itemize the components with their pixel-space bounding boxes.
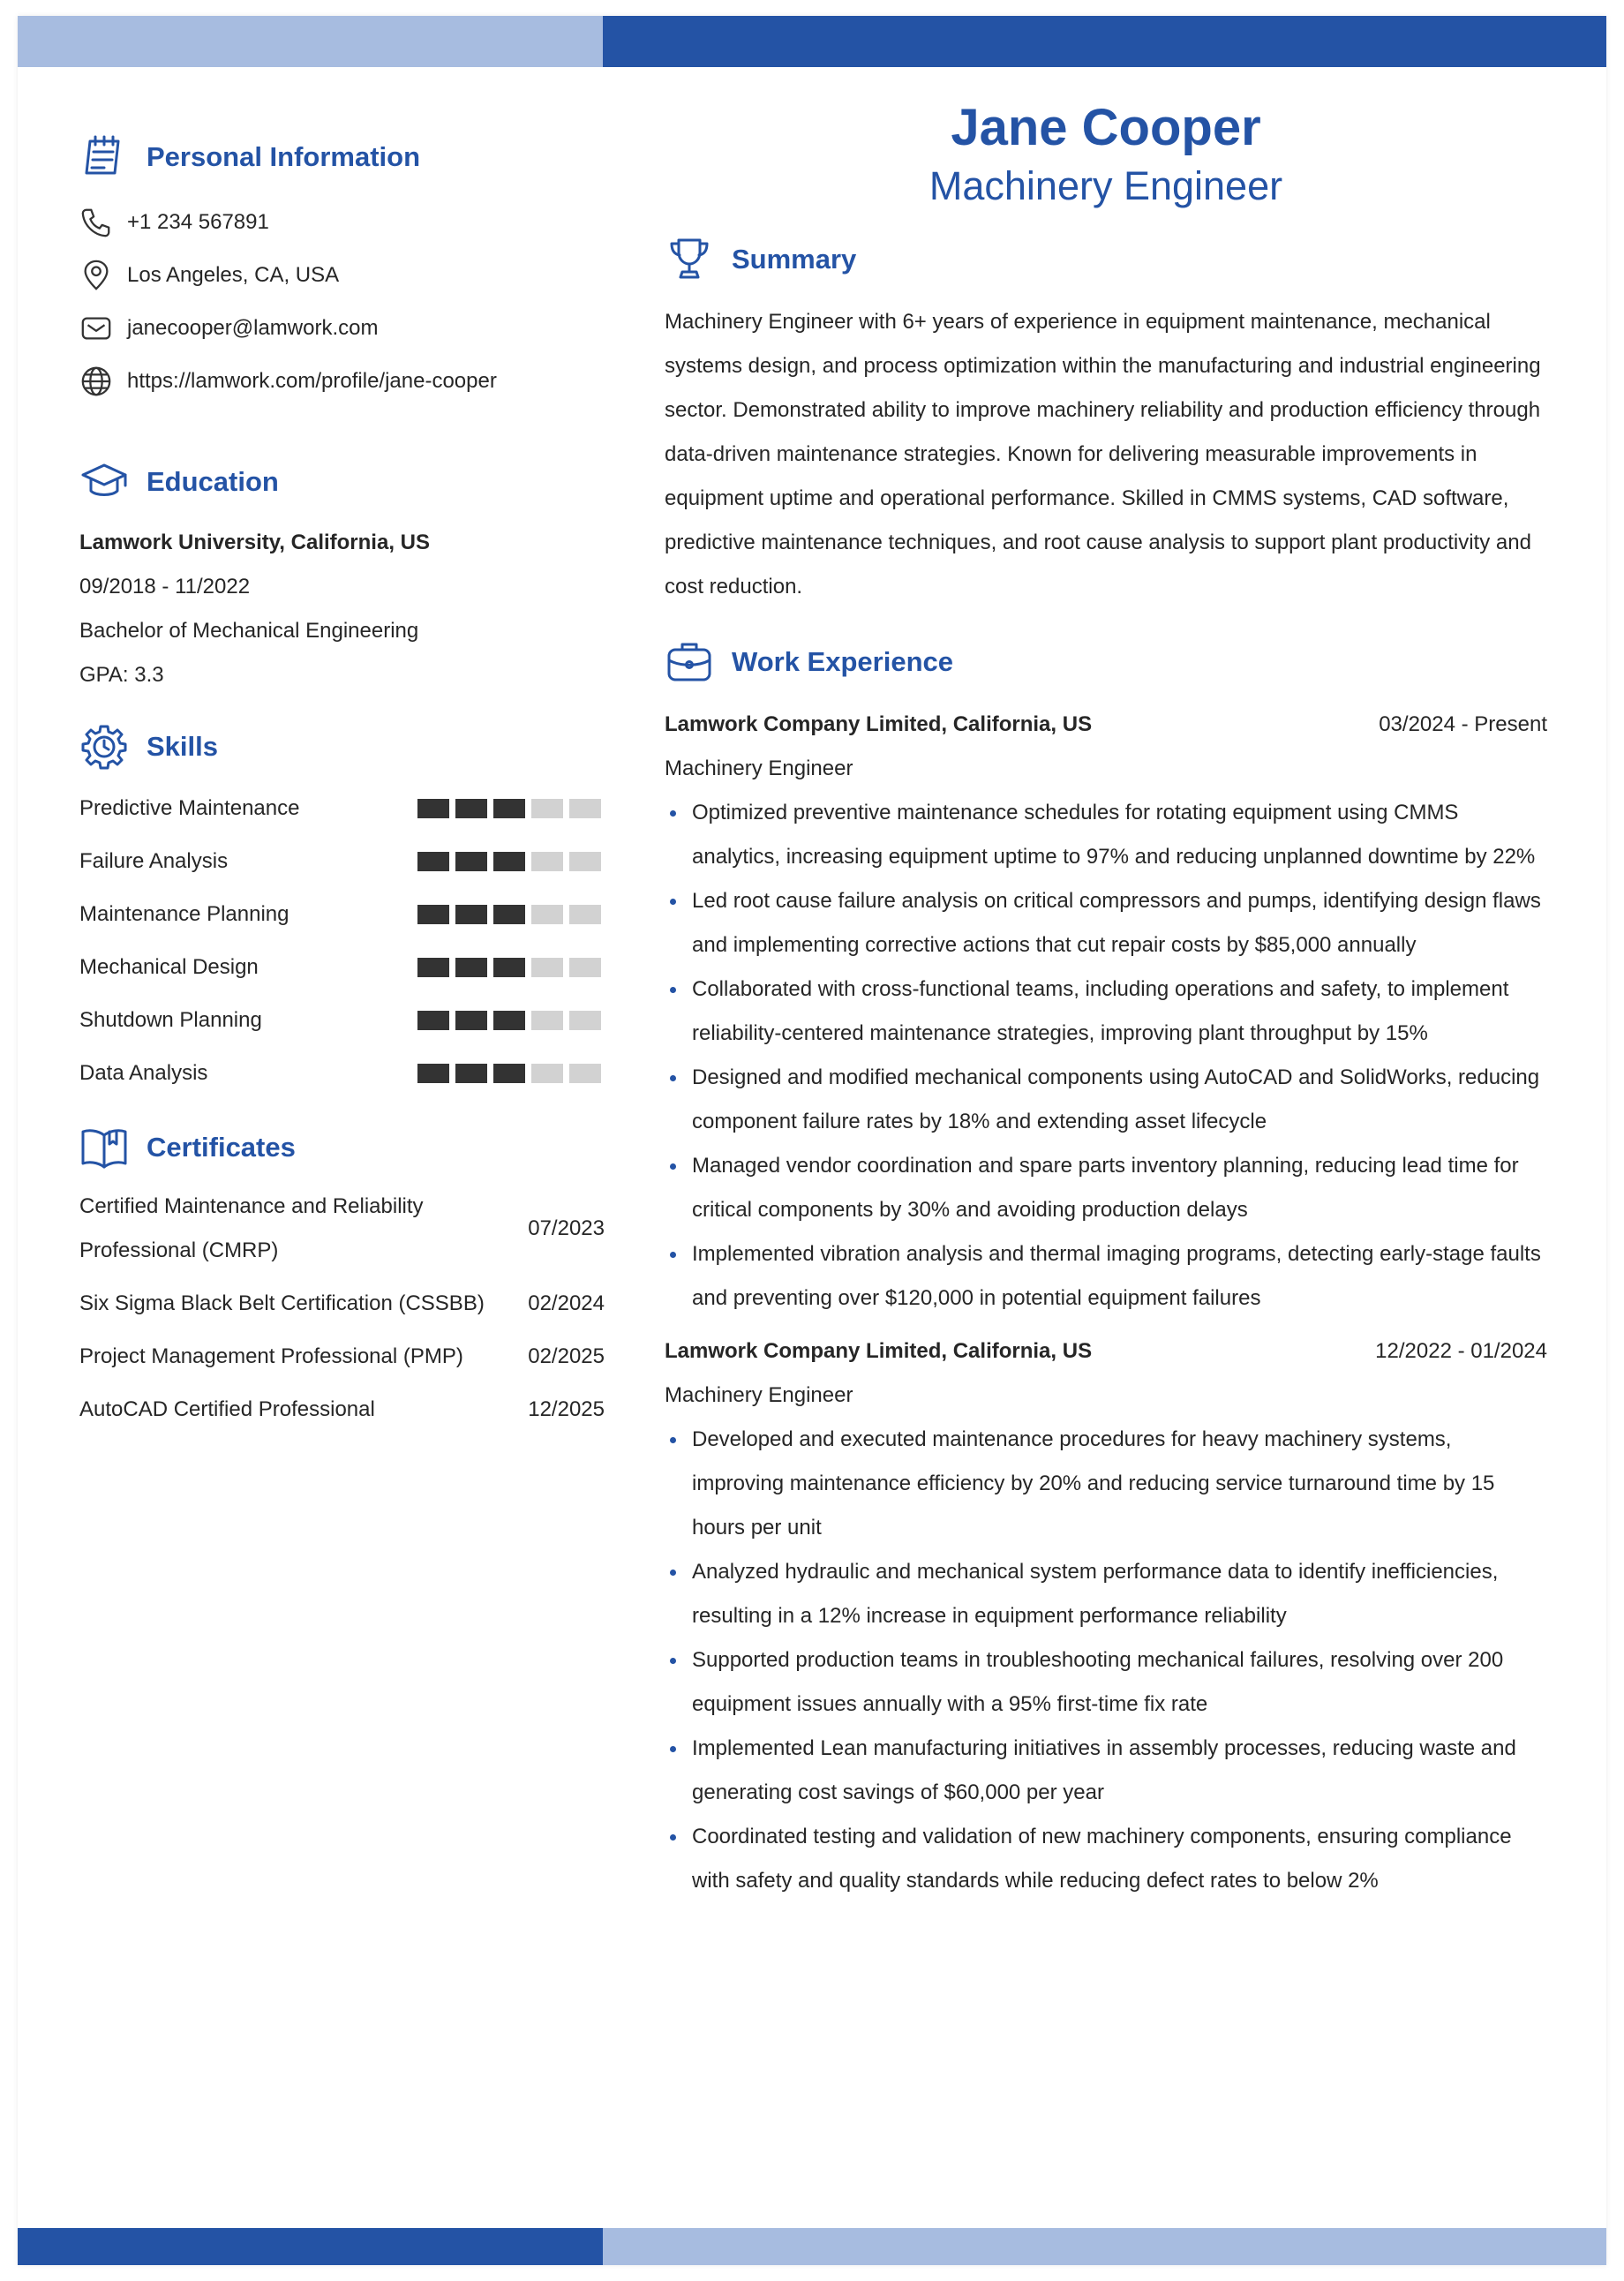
skill-level-filled [455,1011,487,1030]
location-text: Los Angeles, CA, USA [127,263,340,287]
education-header [79,455,605,508]
open-book-icon [79,1123,129,1172]
certificate-row [79,1335,605,1379]
skill-level-filled [455,799,487,818]
certificate-date: 07/2023 [528,1216,605,1240]
top-bar-dark [603,16,1606,67]
skill-level-empty [569,958,601,977]
skill-name: Failure Analysis [79,849,229,873]
skill-level-filled [455,852,487,871]
skill-level-empty [569,799,601,818]
achievement-item: Designed and modified mechanical components using AutoCAD and SolidWorks, reducing component failure rates by 18% and extending asset lifecycle [665,1056,1547,1144]
skill-level-empty [569,905,601,924]
skill-level-filled [417,852,449,871]
certificate-row [79,1282,605,1326]
skill-level-filled [493,852,525,871]
skill-level-meter [417,958,605,977]
skills-title: Skills [147,731,218,762]
job-entry [665,1329,1547,1903]
skill-level-empty [531,799,563,818]
skill-name: Predictive Maintenance [79,796,300,820]
skill-row [79,994,605,1047]
job-dates: 03/2024 - Present [1379,712,1547,736]
skill-level-meter [417,905,605,924]
certificate-name: Certified Maintenance and Reliability Professional (CMRP) [79,1194,424,1262]
skill-level-meter [417,1011,605,1030]
email-row [79,302,605,355]
skill-level-filled [417,1011,449,1030]
globe-icon [79,364,115,399]
bottom-bar-dark [18,2228,603,2265]
skill-level-meter [417,799,605,818]
skill-row [79,888,605,941]
achievement-item: Coordinated testing and validation of new machinery components, ensuring compliance with safety and quality standards while reducing defect rates to below 2% [665,1815,1547,1903]
education-gpa: GPA: 3.3 [79,663,164,687]
skill-level-filled [417,905,449,924]
skill-row [79,835,605,888]
skill-level-empty [531,852,563,871]
website-row [79,355,605,408]
skills-list [79,782,605,1100]
certificate-date: 12/2025 [528,1397,605,1421]
achievement-item: Optimized preventive maintenance schedules for rotating equipment using CMMS analytics, increasing equipment uptime to 97% and reducing unplanned downtime by 22% [665,791,1547,879]
skill-level-filled [493,799,525,818]
skill-name: Shutdown Planning [79,1008,262,1032]
email-text[interactable]: janecooper@lamwork.com [127,316,379,340]
personal-info-header [79,131,605,184]
experience-header [665,636,1547,689]
skill-level-empty [531,958,563,977]
achievement-item: Managed vendor coordination and spare parts inventory planning, reducing lead time for critical components by 30% and avoiding production delays [665,1144,1547,1232]
certificate-date: 02/2025 [528,1344,605,1368]
briefcase-icon [665,637,714,687]
graduation-cap-icon [79,457,129,507]
jobs-list [665,703,1547,1903]
skill-level-filled [417,958,449,977]
achievement-item: Supported production teams in troubleshooting mechanical failures, resolving over 200 equipment issues annually with a 95% first-time fix rate [665,1638,1547,1727]
achievement-item: Implemented vibration analysis and thermal imaging programs, detecting early-stage faults and preventing over $120,000 in potential equipment failures [665,1232,1547,1321]
left-column [79,131,605,1441]
education-title: Education [147,466,279,497]
education-dates: 09/2018 - 11/2022 [79,575,251,598]
skill-level-filled [455,958,487,977]
job-company: Lamwork Company Limited, California, US [665,712,1093,736]
certificates-header [79,1121,605,1174]
top-bar-light [18,16,603,67]
skill-level-filled [455,1064,487,1083]
achievement-item: Led root cause failure analysis on critical compressors and pumps, identifying design flaws and implementing corrective actions that cut repair costs by $85,000 annually [665,879,1547,967]
job-company: Lamwork Company Limited, California, US [665,1339,1093,1363]
skill-level-filled [417,1064,449,1083]
location-row [79,249,605,302]
skill-level-meter [417,852,605,871]
phone-icon [79,205,115,240]
certificate-row [79,1185,605,1273]
candidate-role: Machinery Engineer [929,163,1283,208]
achievement-item: Collaborated with cross-functional teams, including operations and safety, to implement reliability-centered maintenance strategies, improving plant throughput by 15% [665,967,1547,1056]
certificate-date: 02/2024 [528,1291,605,1315]
skill-level-filled [493,905,525,924]
skill-level-meter [417,1064,605,1083]
summary-title: Summary [732,244,857,275]
experience-title: Work Experience [732,646,953,677]
achievement-item: Implemented Lean manufacturing initiatives in assembly processes, reducing waste and generating cost savings of $60,000 per year [665,1727,1547,1815]
skill-row [79,941,605,994]
summary-text: Machinery Engineer with 6+ years of experience in equipment maintenance, mechanical systems design, and process optimization within the manufacturing and industrial engineering sector. Demonstrated ability to improve machinery reliability and production efficiency through data-driven maintenance strategies. Known for delivering measurable improvements in equipment uptime and operational performance. Skilled in CMMS systems, CAD software, predictive maintenance techniques, and root cause analysis to support plant productivity and cost reduction. [665,310,1541,598]
trophy-icon [665,235,714,284]
job-header [665,703,1547,747]
skills-header [79,720,605,773]
skill-level-empty [531,905,563,924]
certificate-name: Project Management Professional (PMP) [79,1344,463,1368]
job-entry [665,703,1547,1321]
calendar-note-icon [79,132,129,182]
certificate-name: AutoCAD Certified Professional [79,1397,375,1421]
skill-level-empty [569,1064,601,1083]
mail-icon [79,311,115,346]
personal-info-title: Personal Information [147,141,421,172]
skill-name: Maintenance Planning [79,902,289,926]
job-achievements [665,1418,1547,1903]
skill-name: Mechanical Design [79,955,259,979]
skill-level-empty [531,1064,563,1083]
gear-clock-icon [79,722,129,772]
skill-row [79,1047,605,1100]
right-column [665,97,1547,1903]
skill-level-filled [493,958,525,977]
bottom-bar-light [603,2228,1606,2265]
skill-level-empty [569,1011,601,1030]
education-degree: Bachelor of Mechanical Engineering [79,619,419,643]
location-pin-icon [79,258,115,293]
skill-row [79,782,605,835]
education-school: Lamwork University, California, US [79,531,430,554]
candidate-name: Jane Cooper [951,99,1261,156]
certificate-name: Six Sigma Black Belt Certification (CSSBB) [79,1291,485,1315]
achievement-item: Analyzed hydraulic and mechanical system performance data to identify inefficiencies, resulting in a 12% increase in equipment performance reliability [665,1550,1547,1638]
job-title: Machinery Engineer [665,1383,853,1407]
phone-text: +1 234 567891 [127,210,269,234]
skill-level-filled [455,905,487,924]
certificates-title: Certificates [147,1132,296,1163]
certificate-row [79,1388,605,1432]
website-link[interactable]: https://lamwork.com/profile/jane-cooper [127,369,497,393]
achievement-item: Developed and executed maintenance procedures for heavy machinery systems, improving maintenance efficiency by 20% and reducing service turnaround time by 15 hours per unit [665,1418,1547,1550]
skill-level-filled [417,799,449,818]
job-title: Machinery Engineer [665,757,853,780]
skill-name: Data Analysis [79,1061,208,1085]
summary-header [665,233,1547,286]
certificates-list [79,1185,605,1432]
phone-row [79,196,605,249]
job-header [665,1329,1547,1374]
job-achievements [665,791,1547,1321]
skill-level-filled [493,1011,525,1030]
job-dates: 12/2022 - 01/2024 [1375,1339,1547,1363]
skill-level-empty [569,852,601,871]
skill-level-empty [531,1011,563,1030]
skill-level-filled [493,1064,525,1083]
